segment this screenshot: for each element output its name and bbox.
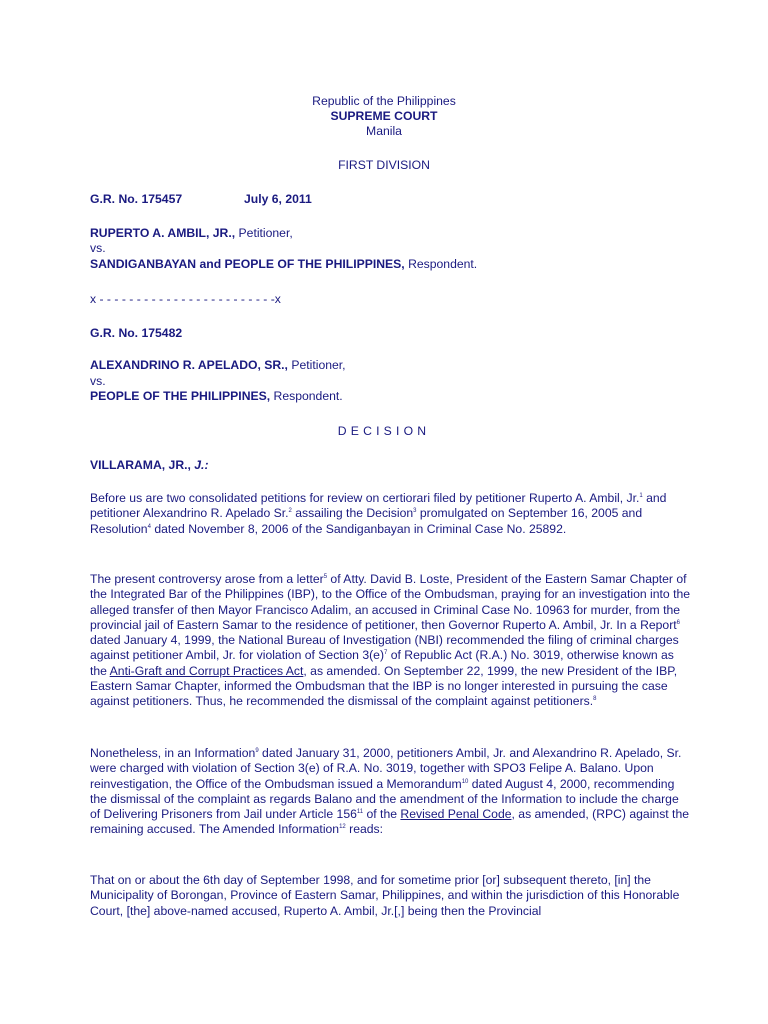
ponente-name: VILLARAMA, JR., xyxy=(90,458,191,472)
footnote-ref-3[interactable]: 3 xyxy=(413,508,417,515)
paragraph-3: Nonetheless, in an Information$^9$ dated January 31, 2000, petitioners Ambil, Jr. and Alexandrino R. Apelado, Sr. were charged with violation of Section 3(e) of R.A. No. 3019, together with SPO3 Felipe A. Balano. Upon reinvestigation, the Office of the Ombudsman issued a Memorandum$^{10}$ dated August 4, 2000, recommending the dismissal of the complaint as regards Balano and the amendment of the Information to include the charge of Delivering Prisoners from Jail under Article $156^{11}$ of the Revised Penal Code, as amended, (RPC) against the remaining accused. The Amended Information$^{12}$ reads: xyxy=(90,746,690,837)
case1-petitioner-name: RUPERTO A. AMBIL, JR., xyxy=(90,226,236,240)
paragraph-2: The present controversy arose from a letter$^5$ of Atty. David B. Loste, President of the Eastern Samar Chapter of the Integrated Bar of the Philippines (IBP), to the Office of the Ombudsman, praying for an investigation into the alleged transfer of then Mayor Francisco Adalim, an accused in Criminal Case No. 10963 for murder, from the provincial jail of Eastern Samar to the residence of petitioner, then Governor Ruperto A. Ambil, Jr. In a Report$^6$ dated January 4, 1999, the National Bureau of Investigation (NBI) recommended the filing of criminal charges against petitioner Ambil, Jr. for violation of Section $3(e)^7$ of Republic Act (R.A.) No. 3019, otherwise known as the Anti-Graft and Corrupt Practices Act, as amended. On September 22, 1999, the new President of the IBP, Eastern Samar Chapter, informed the Ombudsman that the IBP is no longer interested in pursuing the case against petitioners. Thus, he recommended the dismissal of the complaint against petitioners.$^8$ xyxy=(90,572,691,709)
division-heading: FIRST DIVISION xyxy=(338,158,430,172)
paragraph-1: Before us are two consolidated petitions for review on certiorari filed by petitioner Ruperto A. Ambil, Jr.$^1$ and petitioner Alexandrino R. Apelado Sr.$^2$ assailing the Decision$^3$ promulgated on September 16, 2005 and Resolution$^4$ dated November 8, 2006 of the Sandiganbayan in Criminal Case No. 25892. xyxy=(90,491,667,536)
republic-heading: Republic of the Philippines xyxy=(312,94,456,108)
footnote-ref-8[interactable]: 8 xyxy=(593,696,597,703)
case1-respondent xyxy=(90,257,477,272)
ponente xyxy=(90,458,209,473)
case2-respondent-name: PEOPLE OF THE PHILIPPINES, xyxy=(90,389,271,403)
footnote-ref-7[interactable]: 7 xyxy=(384,650,388,657)
city-heading: Manila xyxy=(366,124,402,138)
case-separator: x - - - - - - - - - - - - - - - - - - - - - - - -x xyxy=(90,292,281,306)
anti-graft-act-link[interactable]: Anti-Graft and Corrupt Practices Act xyxy=(109,663,304,678)
case2-petitioner-name: ALEXANDRINO R. APELADO, SR., xyxy=(90,358,288,372)
court-name: SUPREME COURT xyxy=(330,109,438,123)
case2-petitioner-role: Petitioner, xyxy=(291,358,346,372)
footnote-ref-2[interactable]: 2 xyxy=(288,508,292,515)
case2-vs: vs. xyxy=(90,374,106,388)
case1-date: July 6, 2011 xyxy=(244,192,312,206)
footnote-ref-6[interactable]: 6 xyxy=(676,619,681,626)
case1-respondent-role: Respondent. xyxy=(408,257,478,271)
case2-respondent xyxy=(90,389,343,404)
decision-title: DECISION xyxy=(337,424,431,438)
case1-respondent-name: SANDIGANBAYAN and PEOPLE OF THE PHILIPPINES, xyxy=(90,257,405,271)
case2-gr-number: G.R. No. 175482 xyxy=(90,326,183,340)
footnote-ref-11[interactable]: 11 xyxy=(356,809,364,816)
case1-gr-number: G.R. No. 175457 xyxy=(90,192,183,206)
case1-vs: vs. xyxy=(90,241,106,255)
case2-petitioner xyxy=(90,358,346,373)
case2-respondent-role: Respondent. xyxy=(273,389,343,403)
footnote-ref-5[interactable]: 5 xyxy=(323,574,328,580)
ponente-title: J.: xyxy=(194,458,209,472)
revised-penal-code-link[interactable]: Revised Penal Code xyxy=(400,807,512,822)
court-heading xyxy=(0,109,768,124)
footnote-ref-4[interactable]: 4 xyxy=(147,523,151,530)
footnote-ref-1[interactable]: 1 xyxy=(639,493,643,499)
footnote-ref-12[interactable]: 12 xyxy=(339,824,346,831)
case1-petitioner xyxy=(90,226,293,241)
paragraph-4-amended-information: That on or about the 6th day of September 1998, and for sometime prior [or] subsequent thereto, [in] the Municipality of Borongan, Province of Eastern Samar, Philippines, and within the jurisdiction of this Honorable Court, [the] above-named accused, Ruperto A. Ambil, Jr.[,] being then the Provincial xyxy=(90,873,680,918)
footnote-ref-10[interactable]: 10 xyxy=(461,778,469,785)
case1-petitioner-role: Petitioner, xyxy=(238,226,293,240)
footnote-ref-9[interactable]: 9 xyxy=(255,748,259,754)
